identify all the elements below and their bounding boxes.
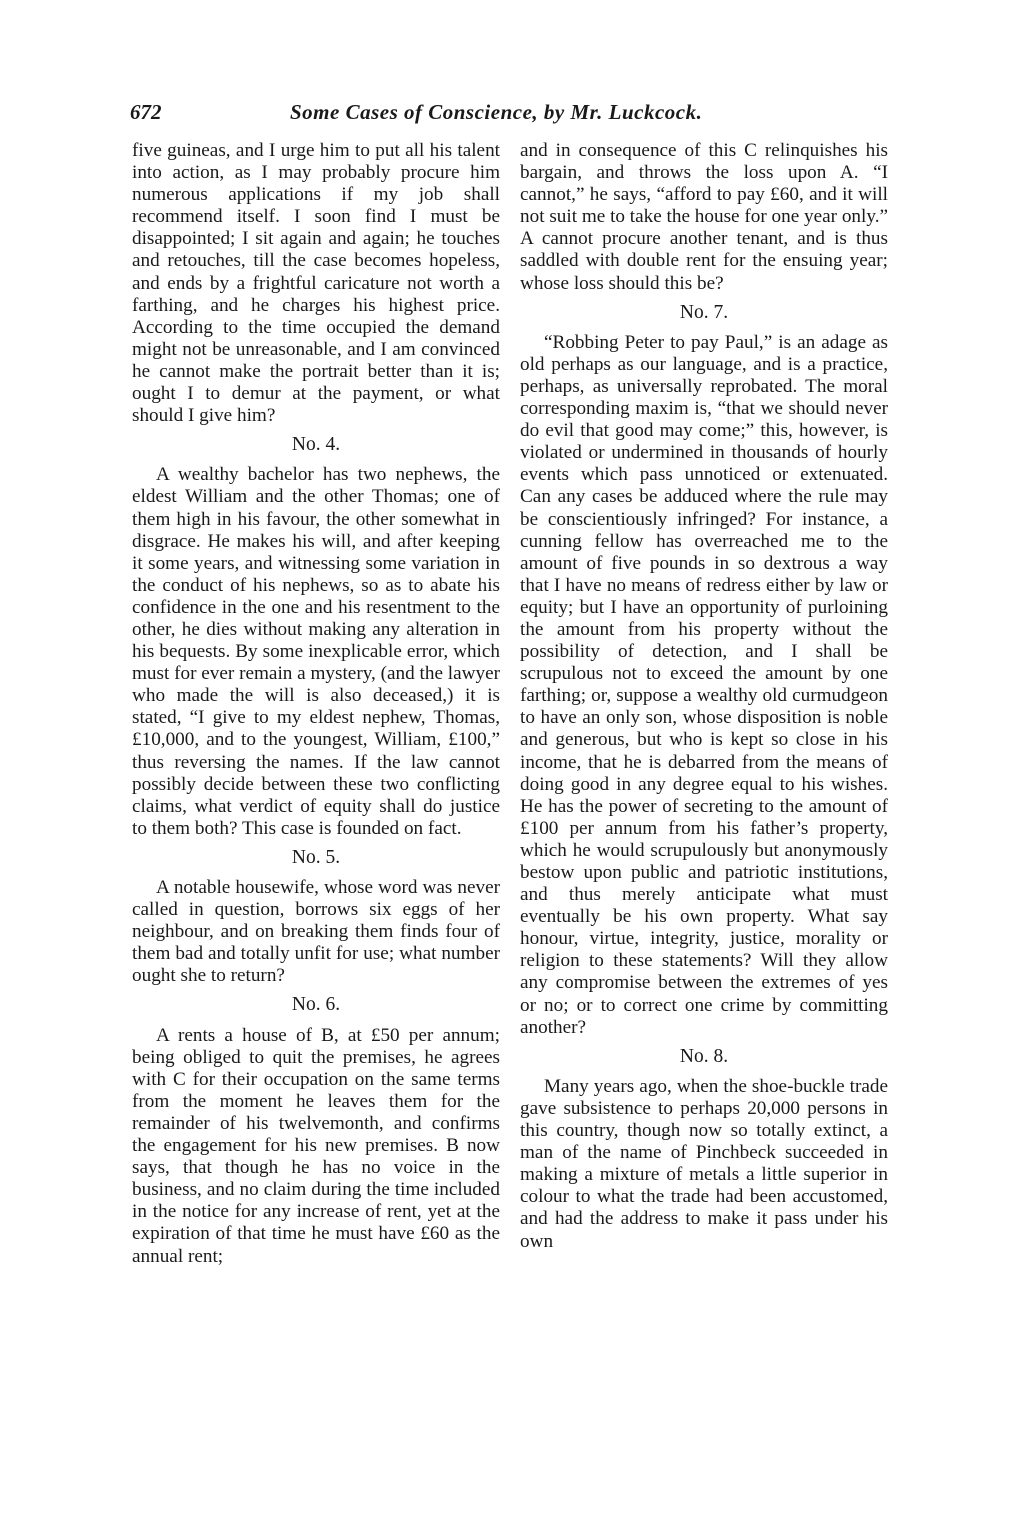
paragraph-no-6-continued: and in consequence of this C relinquishes his bargain, and throws the loss upon A. “I cannot,” he says, “afford to pay £60, and it will not suit me to take the house for one year only.” A cannot procure another tenant, and is thus saddled with double rent for the ensuing year; whose loss should this be? <box>520 140 889 294</box>
paragraph-no-4: A wealthy bachelor has two nephews, the eldest William and the other Thomas; one of them high in his favour, the other somewhat in disgrace. He makes his will, and after keeping it some years, and witnessing some variation in the conduct of his nephews, so as to abate his confidence in the one and his resentment to the other, he dies without making any alteration in his bequests. By some inexplicable error, which must for ever remain a mystery, (and the lawyer who made the will is also deceased,) it is stated, “I give to my eldest nephew, Thomas, £10,000, and to the youngest, William, £100,” thus reversing the names. If the law cannot possibly decide between these two conflicting claims, what verdict of equity shall do justice to them both? This case is founded on fact. <box>132 464 500 839</box>
paragraph-no3-end: five guineas, and I urge him to put all his talent into action, as I may probably procure him numerous applications if my job shall recommend itself. I soon find I must be disappointed; I sit again and again; he touches and retouches, till the case becomes hopeless, and ends by a frightful caricature not worth a farthing, and he charges his highest price. According to the time occupied the demand might not be unreasonable, and I am convinced he cannot make the portrait better than it is; ought I to demur at the payment, or what should I give him? <box>132 140 500 427</box>
paragraph-no-6: A rents a house of B, at £50 per annum; being obliged to quit the premises, he agrees with C for their occupation on the same terms from the moment he leaves them for the remainder of his twelvemonth, and confirms the engagement for his new premises. B now says, that though he has no voice in the business, and no claim during the time included in the notice for any increase of rent, yet at the expiration of that time he must have £60 as the annual rent; <box>132 1024 500 1267</box>
heading-no-6: No. 6. <box>291 994 341 1016</box>
left-column <box>132 140 500 1268</box>
heading-no-4: No. 4. <box>291 434 341 456</box>
heading-no-7: No. 7. <box>679 301 729 323</box>
heading-no-8: No. 8. <box>679 1045 729 1067</box>
right-column <box>520 140 888 1253</box>
heading-no-5: No. 5. <box>291 846 341 868</box>
paragraph-no-5: A notable housewife, whose word was never called in question, borrows six eggs of her neighbour, and on breaking them finds four of them bad and totally unfit for use; what number ought she to return? <box>132 877 500 987</box>
running-title: Some Cases of Conscience, by Mr. Luckcock. <box>290 100 703 124</box>
page-header <box>130 100 890 128</box>
page-number: 672 <box>130 100 162 124</box>
paragraph-no-8: Many years ago, when the shoe-buckle trade gave subsistence to perhaps 20,000 persons in this country, though now so totally extinct, a man of the name of Pinchbeck succeeded in making a mixture of metals a little superior in colour to what the trade had been accustomed, and had the address to make it pass under his own <box>520 1075 888 1252</box>
paragraph-no-7: “Robbing Peter to pay Paul,” is an adage as old perhaps as our language, and is a practice, perhaps, as universally reprobated. The moral corresponding maxim is, “that we should never do evil that good may come;” this, however, is violated or undermined in thousands of hourly events which pass unnoticed or extenuated. Can any cases be adduced where the rule may be conscientiously infringed? For instance, a cunning fellow has overreached me to the amount of five pounds in so dextrous a way that I have no means of redress either by law or equity; but I have an opportunity of purloining the amount from his property without the possibility of detection, and I shall be scrupulous not to exceed the amount by one farthing; or, suppose a wealthy old curmudgeon to have an only son, whose disposition is noble and generous, but who is kept so close in his income, that he is debarred from the means of doing good in any degree equal to his wishes. He has the power of secreting to the amount of £100 per annum from his father’s property, which he would scrupulously but anonymously bestow upon public and patriotic institutions, and thus merely anticipate what must eventually be his own property. What say honour, virtue, integrity, justice, morality or religion to these statements? Will they allow any compromise between the extremes of yes or no; or to correct one crime by committing another? <box>520 331 888 1038</box>
